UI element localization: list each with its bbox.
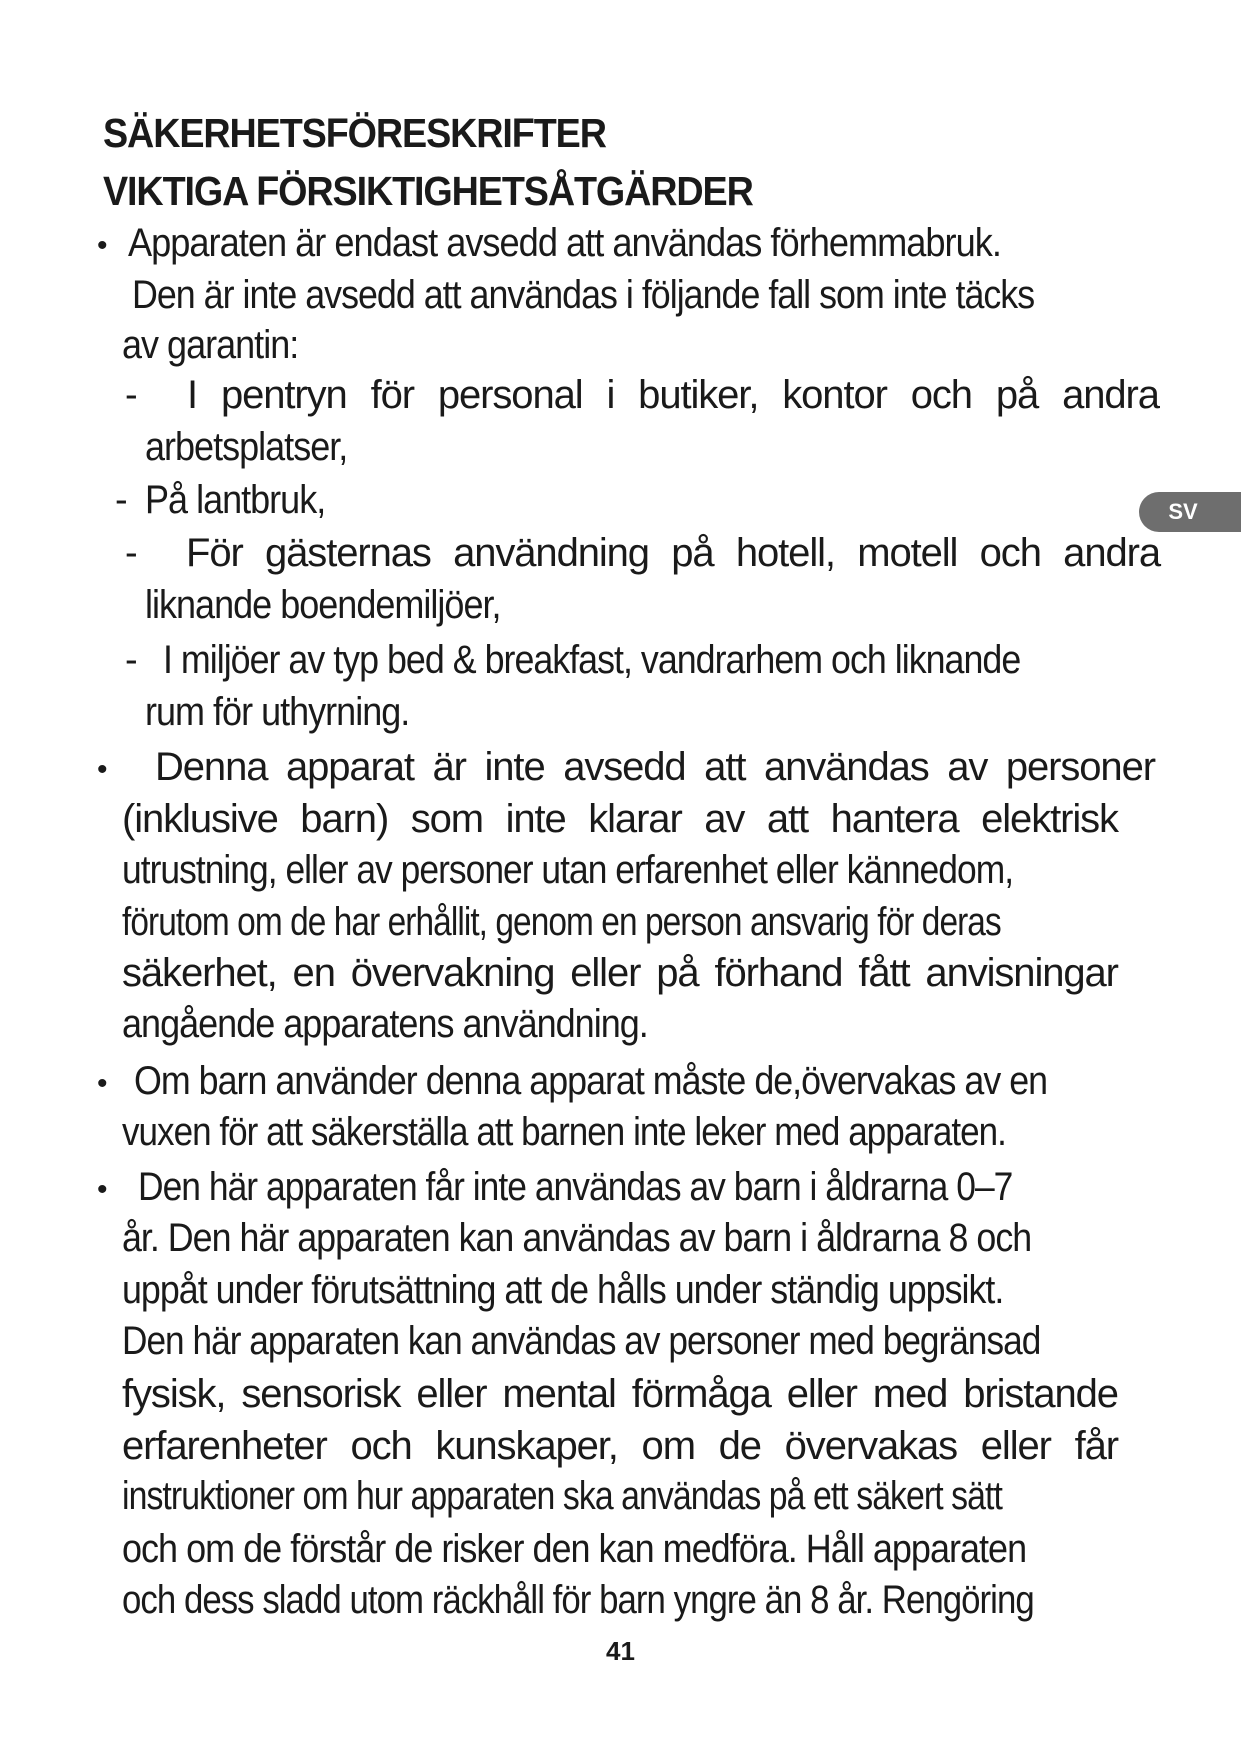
text-line: och dess sladd utom räckhåll för barn yngre än 8 år. Rengöring xyxy=(122,1578,1034,1622)
text-line: Apparaten är endast avsedd att användas förhemmabruk. xyxy=(128,221,1001,265)
heading-important-precautions: VIKTIGA FÖRSIKTIGHETSÅTGÄRDER xyxy=(103,168,753,214)
bullet-3: • xyxy=(97,1067,108,1100)
text-line: Om barn använder denna apparat måste de,övervakas av en xyxy=(134,1059,1048,1103)
text-line: På lantbruk, xyxy=(145,478,326,522)
text-line: Den här apparaten får inte användas av barn i åldrarna 0–7 xyxy=(138,1165,1013,1209)
text-line: uppåt under förutsättning att de hålls under ständig uppsikt. xyxy=(122,1268,1004,1312)
heading-block xyxy=(103,104,1103,220)
text-line-justified: (inklusive barn) som inte klarar av att hantera elektrisk xyxy=(122,797,1118,841)
text-line: Den här apparaten kan användas av personer med begränsad xyxy=(122,1319,1041,1363)
text-line-justified: säkerhet, en övervakning eller på förhand fått anvisningar xyxy=(122,951,1118,995)
bullet-4: • xyxy=(97,1173,108,1206)
heading-safety-rules: SÄKERHETSFÖRESKRIFTER xyxy=(103,110,606,156)
text-line-justified: erfarenheter och kunskaper, om de övervakas eller får xyxy=(122,1424,1118,1468)
language-tab-sv: SV xyxy=(1139,492,1241,532)
page-number: 41 xyxy=(606,1636,635,1666)
text-line: I miljöer av typ bed & breakfast, vandrarhem och liknande xyxy=(163,638,1021,682)
text-line: arbetsplatser, xyxy=(145,425,348,469)
text-line-justified: För gästernas användning på hotell, motell och andra xyxy=(186,531,1160,575)
dash-2: - xyxy=(115,479,128,521)
text-line: instruktioner om hur apparaten ska användas på ett säkert sätt xyxy=(122,1474,1002,1518)
text-line-justified: Denna apparat är inte avsedd att användas av personer xyxy=(155,745,1155,789)
dash-1: - xyxy=(125,374,138,416)
text-line: och om de förstår de risker den kan medföra. Håll apparaten xyxy=(122,1527,1027,1571)
text-line: år. Den här apparaten kan användas av barn i åldrarna 8 och xyxy=(122,1216,1032,1260)
text-line: förutom om de har erhållit, genom en person ansvarig för deras xyxy=(122,900,1001,944)
dash-3: - xyxy=(125,532,138,574)
text-line: utrustning, eller av personer utan erfarenhet eller kännedom, xyxy=(122,848,1014,892)
bullet-1: • xyxy=(97,229,108,262)
text-line: Den är inte avsedd att användas i följande fall som inte täcks xyxy=(132,273,1035,317)
bullet-2: • xyxy=(97,753,108,786)
text-line: rum för uthyrning. xyxy=(145,690,410,734)
text-line: av garantin: xyxy=(122,323,299,367)
dash-4: - xyxy=(125,639,138,681)
text-line: angående apparatens användning. xyxy=(122,1002,648,1046)
text-line-justified: I pentryn för personal i butiker, kontor och på andra xyxy=(187,373,1159,417)
text-line: liknande boendemiljöer, xyxy=(145,583,501,627)
text-line: vuxen för att säkerställa att barnen inte leker med apparaten. xyxy=(122,1110,1006,1154)
text-line-justified: fysisk, sensorisk eller mental förmåga eller med bristande xyxy=(122,1372,1118,1416)
